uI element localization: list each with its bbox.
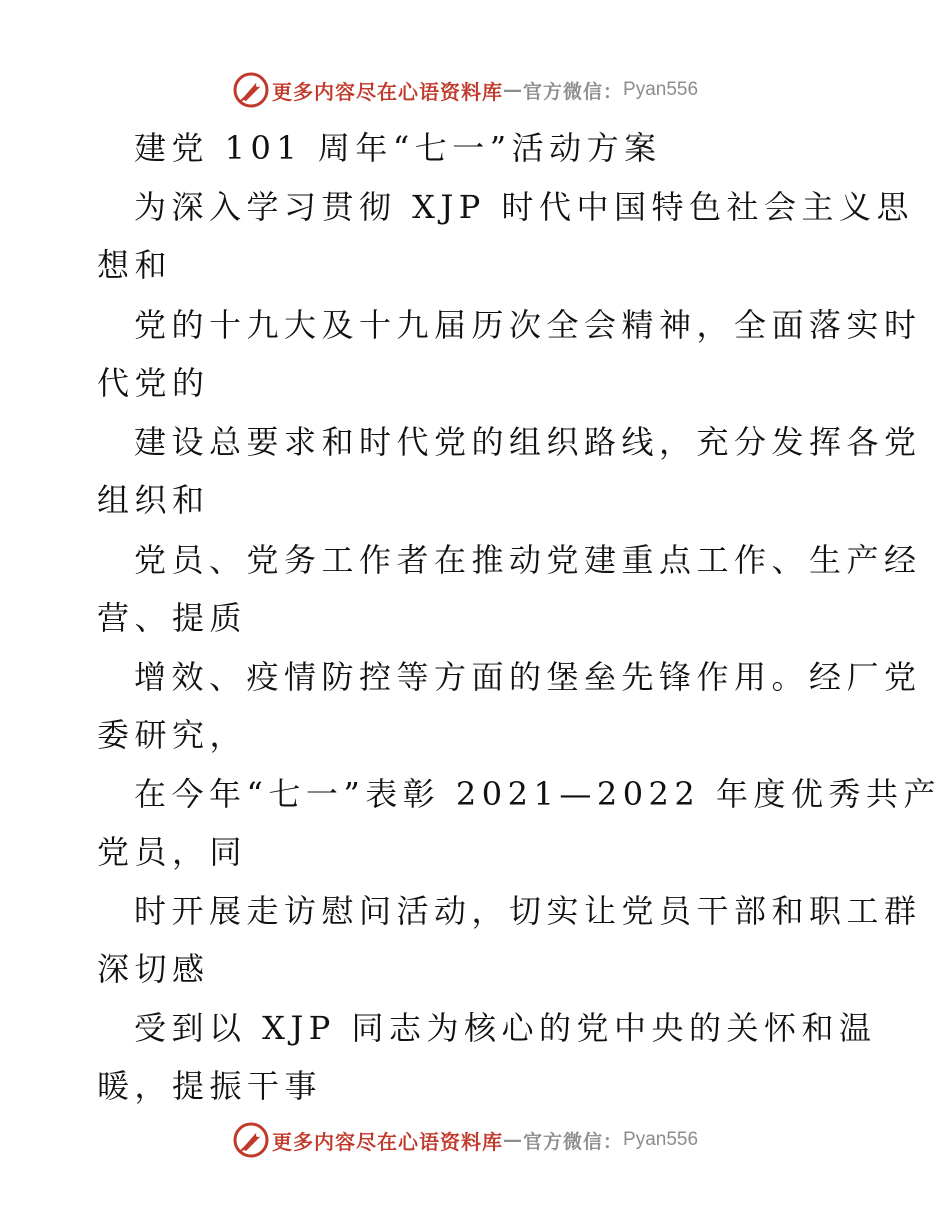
doc-line-15: 受到以 XJP 同志为核心的党中央的关怀和温 (134, 1009, 877, 1047)
doc-line-13: 时开展走访慰问活动，切实让党员干部和职工群 (134, 892, 922, 930)
banner-red-text: 更多内容尽在心语资料库 (272, 79, 503, 104)
doc-line-16: 暖，提振干事 (97, 1067, 323, 1105)
doc-line-9: 增效、疫情防控等方面的堡垒先锋作用。经厂党 (134, 658, 922, 696)
doc-line-8: 营、提质 (97, 599, 248, 637)
banner-wechat-id: Pyan556 (623, 79, 699, 100)
banner-dash: — (503, 79, 523, 101)
footer-banner (232, 1120, 698, 1160)
banner-red-text: 更多内容尽在心语资料库 (272, 1129, 503, 1154)
doc-line-4: 代党的 (97, 364, 210, 402)
banner-wechat-id: Pyan556 (623, 1129, 699, 1150)
doc-line-1: 为深入学习贯彻 XJP 时代中国特色社会主义思 (134, 188, 914, 226)
doc-line-5: 建设总要求和时代党的组织路线，充分发挥各党 (134, 423, 922, 461)
doc-line-2: 想和 (97, 246, 173, 284)
banner-dash: — (503, 1129, 523, 1151)
document-title: 建党 101 周年“七一”活动方案 (134, 129, 662, 167)
doc-line-12: 党员，同 (97, 833, 248, 871)
doc-line-10: 委研究， (97, 716, 248, 754)
pen-logo-icon (232, 1121, 270, 1159)
doc-line-14: 深切感 (97, 950, 210, 988)
doc-line-7: 党员、党务工作者在推动党建重点工作、生产经 (134, 541, 922, 579)
doc-line-6: 组织和 (97, 481, 210, 519)
doc-line-11: 在今年“七一”表彰 2021—2022 年度优秀共产 (134, 775, 941, 813)
pen-logo-icon (232, 71, 270, 109)
banner-gray-text: 官方微信： (523, 80, 624, 103)
banner-gray-text: 官方微信： (523, 1130, 624, 1153)
doc-line-3: 党的十九大及十九届历次全会精神，全面落实时 (134, 306, 922, 344)
header-banner (232, 70, 698, 110)
